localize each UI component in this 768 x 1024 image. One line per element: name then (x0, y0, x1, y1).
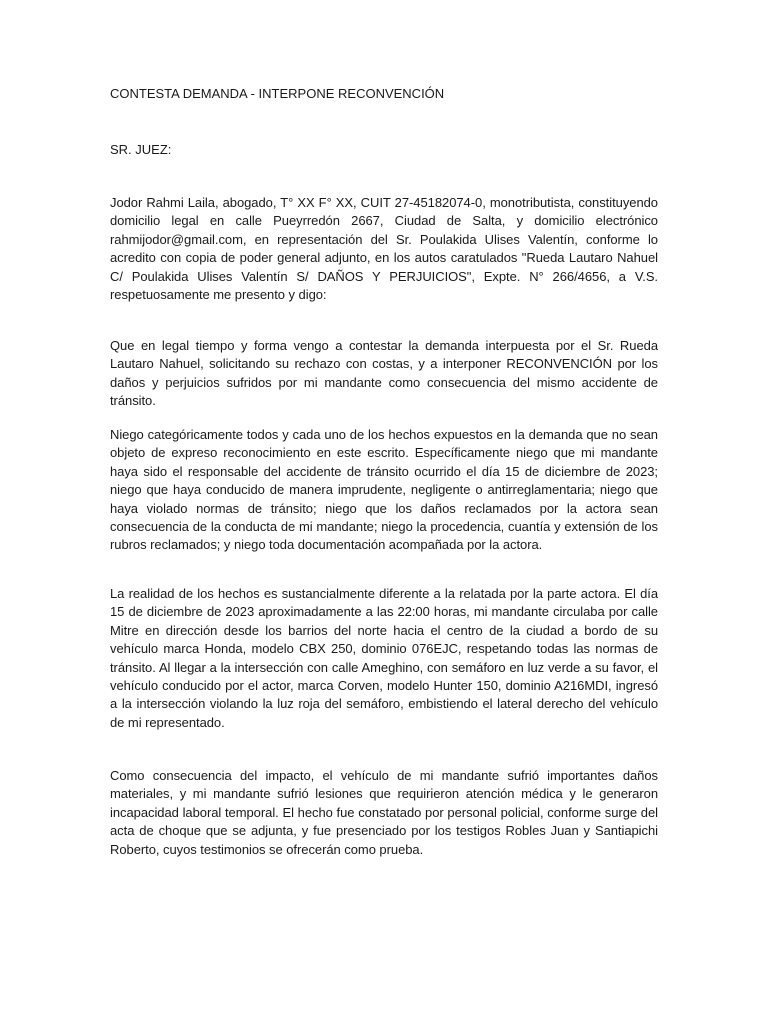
document-title: CONTESTA DEMANDA - INTERPONE RECONVENCIÓN (110, 86, 445, 101)
paragraph-purpose: Que en legal tiempo y forma vengo a contestar la demanda interpuesta por el Sr. Rueda Lautaro Nahuel, solicitando su rechazo con costas, y a interponer RECONVENCIÓN por los daños y perjuicios sufridos por mi mandante como consecuencia del mismo accidente de tránsito. (110, 338, 658, 409)
paragraph-presentation: Jodor Rahmi Laila, abogado, T° XX F° XX, CUIT 27-45182074-0, monotributista, constituyendo domicilio legal en calle Pueyrredón 2667, Ciudad de Salta, y domicilio electrónico rahmijodor@gmail.com, en representación del Sr. Poulakida Ulises Valentín, conforme lo acredito con copia de poder general adjunto, en los autos caratulados "Rueda Lautaro Nahuel C/ Poulakida Ulises Valentín S/ DAÑOS Y PERJUICIOS", Expte. N° 266/4656, a V.S. respetuosamente me presento y digo: (110, 195, 658, 303)
paragraph-facts: La realidad de los hechos es sustancialmente diferente a la relatada por la parte actora. El día 15 de diciembre de 2023 aproximadamente a las 22:00 horas, mi mandante circulaba por calle Mitre en dirección desde los barrios del norte hacia el centro de la ciudad a bordo de su vehículo marca Honda, modelo CBX 250, dominio 076EJC, respetando todas las normas de tránsito. Al llegar a la intersección con calle Ameghino, con semáforo en luz verde a su favor, el vehículo conducido por el actor, marca Corven, modelo Hunter 150, dominio A216MDI, ingresó a la intersección violando la luz roja del semáforo, embistiendo el lateral derecho del vehículo de mi representado. (110, 586, 658, 730)
paragraph-consequences: Como consecuencia del impacto, el vehículo de mi mandante sufrió importantes daños materiales, y mi mandante sufrió lesiones que requirieron atención médica y le generaron incapacidad laboral temporal. El hecho fue constatado por personal policial, conforme surge del acta de choque que se adjunta, y fue presenciado por los testigos Robles Juan y Santiapichi Roberto, cuyos testimonios se ofrecerán como prueba. (110, 768, 658, 857)
salutation: SR. JUEZ: (110, 142, 172, 157)
paragraph-denials: Niego categóricamente todos y cada uno de los hechos expuestos en la demanda que no sean objeto de expreso reconocimiento en este escrito. Específicamente niego que mi mandante haya sido el responsable del accidente de tránsito ocurrido el día 15 de diciembre de 2023; niego que haya conducido de manera imprudente, negligente o antirreglamentaria; niego que haya violado normas de tránsito; niego que los daños reclamados por la actora sean consecuencia de la conducta de mi mandante; niego la procedencia, cuantía y extensión de los rubros reclamados; y niego toda documentación acompañada por la actora. (110, 427, 658, 553)
